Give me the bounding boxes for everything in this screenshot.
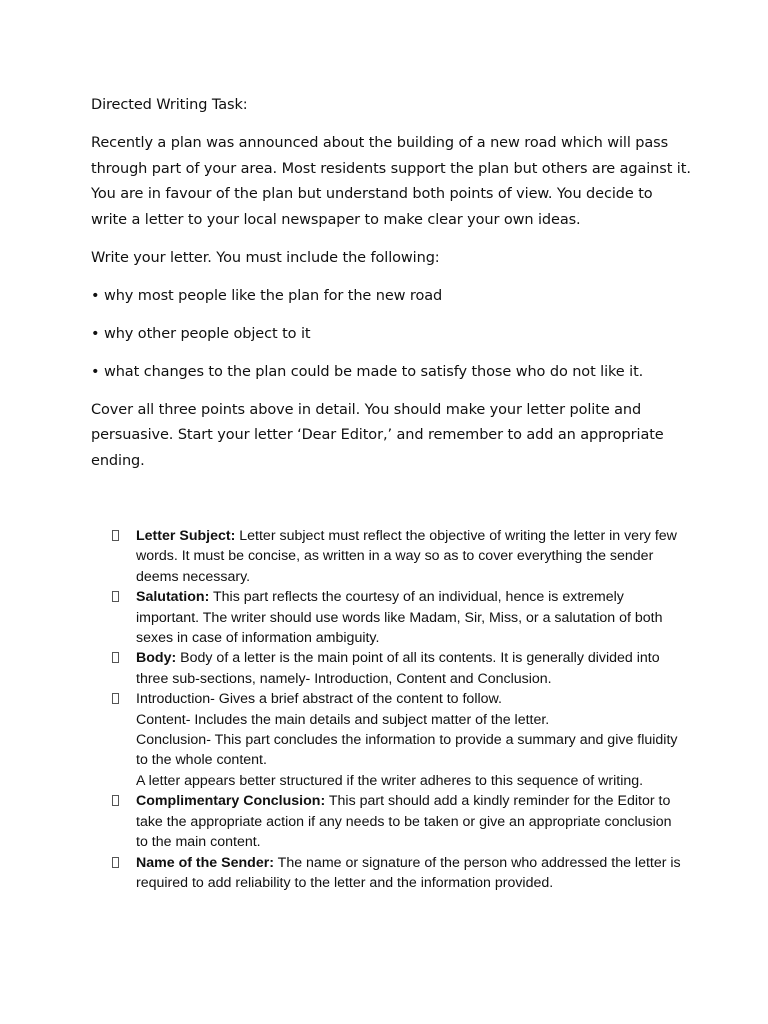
note-text: Body of a letter is the main point of all its contents. It is generally divided into three sub-sections, namely- Introduction, Content and Conclusion.: [136, 650, 660, 687]
missing-glyph-bullet-icon: [112, 591, 119, 602]
note-term: Complimentary Conclusion:: [136, 793, 326, 810]
task-bullet: • why most people like the plan for the new road: [91, 287, 443, 304]
note-text: The name or signature of the person who addressed the letter is required to add reliability to the letter and the information provided.: [136, 854, 681, 891]
list-item: [112, 791, 682, 852]
missing-glyph-bullet-icon: [112, 795, 119, 806]
missing-glyph-bullet-icon: [112, 693, 119, 704]
missing-glyph-bullet-icon: [112, 857, 119, 868]
missing-glyph-bullet-icon: [112, 652, 119, 663]
note-text: Letter subject must reflect the objective of writing the letter in very few words. It must be concise, as written in a way so as to cover everything the sender deems necessary.: [136, 528, 677, 585]
task-paragraph: Recently a plan was announced about the building of a new road which will pass through part of your area. Most residents support the plan but others are against it. You are in favour of the plan but understand both points of view. You decide to write a letter to your local newspaper to make clear your own ideas.: [91, 135, 691, 228]
task-section: [91, 93, 691, 487]
note-line: Content- Includes the main details and subject matter of the letter.: [136, 711, 550, 728]
list-item: [112, 648, 682, 689]
list-item: [112, 689, 682, 791]
note-line: A letter appears better structured if the writer adheres to this sequence of writing.: [136, 772, 644, 789]
note-text: This part reflects the courtesy of an individual, hence is extremely important. The writer should use words like Madam, Sir, Miss, or a salutation of both sexes in case of information ambiguity.: [136, 589, 663, 647]
note-term: Name of the Sender:: [136, 854, 274, 871]
task-heading: Directed Writing Task:: [91, 97, 248, 113]
task-closing: Cover all three points above in detail. You should make your letter polite and persuasive. Start your letter ‘Dear Editor,’ and remember to add an appropriate ending.: [91, 401, 664, 469]
note-line: Introduction- Gives a brief abstract of the content to follow.: [136, 691, 502, 708]
list-item: [112, 526, 682, 587]
list-item: [112, 587, 682, 648]
letter-parts-list: [112, 526, 682, 893]
note-line: Conclusion- This part concludes the information to provide a summary and give fluidity to the whole content.: [136, 732, 678, 769]
list-item: [112, 853, 682, 894]
note-term: Body:: [136, 650, 177, 667]
note-text: This part should add a kindly reminder for the Editor to take the appropriate action if any needs to be taken or give an appropriate conclusion to the main content.: [136, 793, 672, 851]
note-term: Letter Subject:: [136, 528, 236, 544]
note-term: Salutation:: [136, 589, 210, 606]
task-bullet: • why other people object to it: [91, 325, 311, 342]
missing-glyph-bullet-icon: [112, 530, 119, 541]
task-instruction: Write your letter. You must include the following:: [91, 249, 440, 266]
task-bullet: • what changes to the plan could be made to satisfy those who do not like it.: [91, 363, 644, 380]
